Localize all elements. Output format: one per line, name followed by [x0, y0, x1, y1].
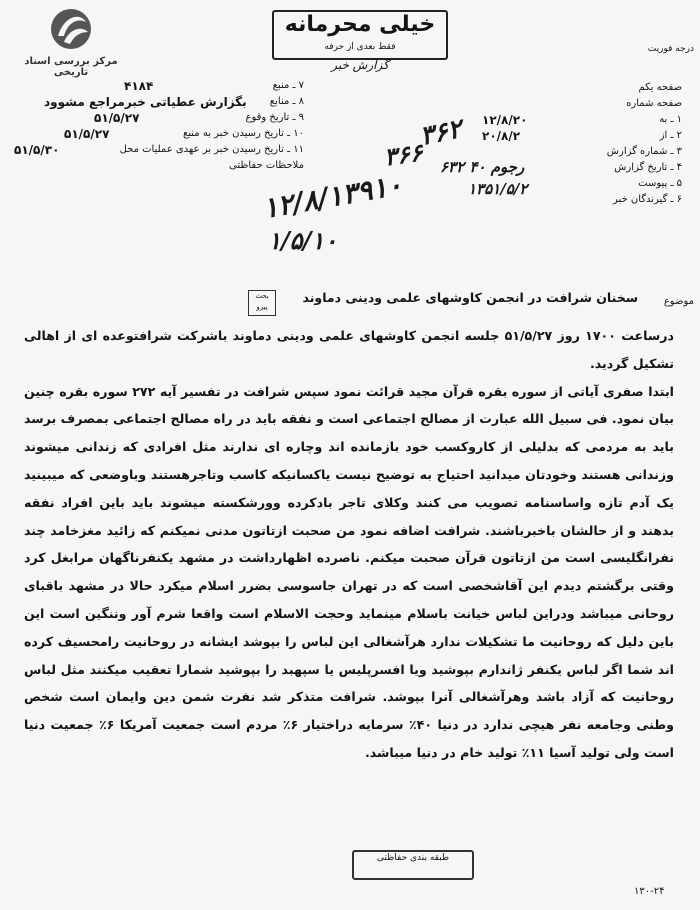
field-row: ۱ ـ به ۱۲/۸/۲۰ [482, 113, 682, 127]
field-row: ملاحظات حفاظتی [229, 160, 304, 171]
field-row: صفحه شماره [626, 98, 682, 109]
body-paragraph: ابتدا صفری آیاتی از سوره بقره قرآن مجید قرائت نمود سپس شرافت در تفسیر آیه ۲۷۲ سوره بقره چنین بیان نمود. فی سبیل الله عبارت از مصالح اجتماعی است و نفقه باید در راه مصالح اجتماعی بمصرف برسد باید به مردمی که بدلیلی از کاروکسب خود بازمانده اند وچاره ای ندارند مثل افرادی که زندانی میشوند وزندانی هستند وخودتان میدانید احتیاج به توضیح نیست یاکسانیکه کاسب وتاجرهستند وباوضعی که میبینید یک آدم تازه واساسنامه تصویب می کنند وکلای تاجر بادکرده وورشکسته میشوند باید باین افراد نفقه بدهند و از حالشان باخبرباشند. شرافت اضافه نمود من صحبت ازتاتون مدنی نمیکنم که زائید مغزخامد چند نفرانگلیسی است من ازتاتون قرآن صحبت میکنم. ناصرده اظهارداشت در مشهد یکنفرناگهان مرابغل کرد وقتی برگشتم دیدم این آقاشخصی است که در تهران جاسوسی بضرر اسلام میکرد حالا در مشهد باقبای روحانی میباشد ودراین لباس خیانت باسلام مینماید وحجت الاسلام است واقعا شرم آور وننگین است این باین دلیل که روحانیت ما تشکیلات ندارد هرآشغالی این لباس را بپوشد ایشانه در روحانیت رامحسیف کرده اند شما اگر لباس یکنفر ژاندارم بپوشید ویا افسرپلیس یا سپهبد را بپوشید شمارا تعقیب میکنند مثل لباس روحانیت که آزاد باشد وهرآشغالی آنرا بپوشد. شرافت متذکر شد نفرت شمن دین وایمان است شخص وطنی وجامعه نفر هیچی ندارد در دنیا ۴۰٪ سرمایه دراختیار ۶٪ مردم است جمعیت آمریکا ۶٪ جمعیت دنیا است ولی تولید آسیا ۱۱٪ تولید خام در دنیا میباشد. [24, 383, 674, 760]
header-fields-left [4, 78, 304, 174]
field-row: ۹ ـ تاریخ وقوع ۵۱/۵/۲۷ [94, 111, 304, 125]
field-row: ۵ ـ پیوست [638, 178, 682, 189]
field-row: ۴ ـ تاریخ گزارش [614, 162, 682, 173]
footer-code: ۱۳۰-۲۴ [634, 886, 665, 897]
field-row: ۳ ـ شماره گزارش [606, 146, 682, 157]
field-row: ۲ ـ از ۲۰/۸/۲ [482, 129, 682, 143]
handwritten-note: ۱۳۵۱/۵/۲ [468, 180, 528, 198]
classification-subtext: فقط بعدی از حرفه [324, 42, 396, 52]
subject-text: سخنان شرافت در انجمن کاوشهای علمی ودینی دماوند [302, 290, 638, 305]
subject-label: موضوع [663, 296, 694, 307]
urgency-label: درجه فوریت [647, 44, 694, 54]
handwritten-note: ۱/۵/۱۰ [268, 226, 338, 255]
reference-stamp: بحث پیرو [248, 290, 276, 316]
archive-logo-icon [50, 6, 92, 52]
handwritten-note: ۱۲/۸/۱۳۹۱۰ [260, 168, 405, 225]
field-row: ۶ ـ گیرندگان خبر [612, 194, 682, 205]
field-row: ۱۱ ـ تاریخ رسیدن خبر بر عهدی عملیات محل ۵۱/۵/۳۰ [14, 143, 304, 157]
field-row: ۷ ـ منبع ۴۱۸۴ [124, 79, 304, 93]
document-body [24, 322, 674, 767]
handwritten-note: ۳۶۲ [417, 113, 465, 153]
footer-stamp: طبقه بندی حفاظتی [352, 850, 474, 880]
handwritten-note: ۳۶۶ [382, 137, 425, 172]
field-row: صفحه یکم [638, 82, 682, 93]
body-paragraph: درساعت ۱۷۰۰ روز ۵۱/۵/۲۷ جلسه انجمن کاوشهای علمی ودینی دماوند باشرکت شرافتوعده ای از اهالی تشکیل گردید. [24, 328, 674, 371]
classification-text: خیلی محرمانه [284, 12, 436, 37]
report-type: گزارش خبر [331, 58, 389, 72]
archive-logo [12, 6, 130, 78]
handwritten-note: ۶۳۲ ۴۰ رجوم [440, 158, 525, 176]
field-row: ۸ ـ منابع بگزارش عطیاتی خبرمراجع مشوود [44, 95, 304, 109]
classification-stamp [272, 10, 448, 60]
field-row: ۱۰ ـ تاریخ رسیدن خبر به منبع ۵۱/۵/۲۷ [64, 127, 304, 141]
logo-text: مرکز بررسی اسناد تاریخی [24, 56, 118, 78]
